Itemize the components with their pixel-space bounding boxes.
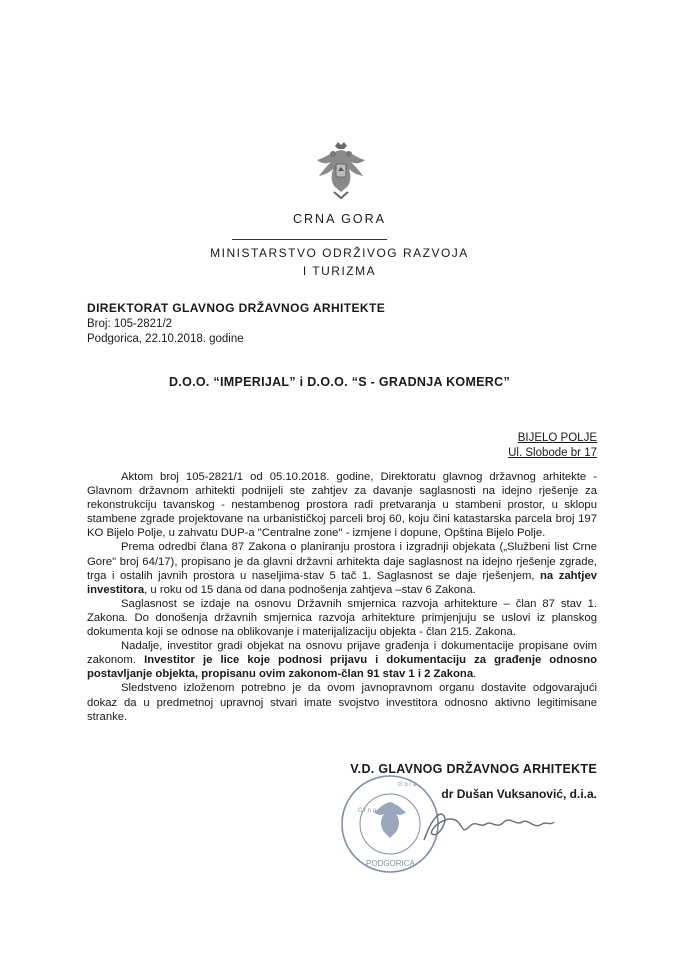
reference-number: Broj: 105-2821/2: [87, 318, 173, 330]
paragraph-4-emphasis: Investitor je lice koje podnosi prijavu i dokumentaciju za građenje odnosno postavljanje objekta, propisanu ovim zakonom-član 91 stav 1 i 2 Zakona: [87, 654, 597, 681]
paragraph-3: [87, 597, 597, 639]
paragraph-3-text: Saglasnost se izdaje na osnovu Državnih smjernica razvoja arhitekture – član 87 stav 1. Zakona. Do donošenja državnih smjernica razvoja arhitekture primjenjuju se uslovi iz planskog dokumenta koji se odnose na oblikovanje i materijalizaciju objekta - član 215. Zakona.: [87, 597, 597, 639]
department-name: DIREKTORAT GLAVNOG DRŽAVNOG ARHITEKTE: [87, 301, 386, 315]
paragraph-2-text: Prema odredbi člana 87 Zakona o planiranju prostora i izgradnji objekata („Službeni list Crne Gore" broj 64/17), propisano je da glavni državni arhitekta daje saglasnost na idejno rješenje zgrade, trga i ostalih javnih prostora u naseljima-stav 5 tač 1. Saglasnost se daje rješenjem,: [87, 541, 597, 582]
ministry-name: MINISTARSTVO ODRŽIVOG RAZVOJA: [210, 246, 469, 260]
paragraph-2: [87, 540, 597, 596]
paragraph-4: [87, 639, 597, 681]
handwritten-signature-icon: [418, 800, 558, 850]
paragraph-2-emphasis: na zahtjev investitora: [87, 569, 598, 596]
recipient-city: BIJELO POLJE: [517, 432, 597, 444]
recipient-street: Ul. Slobode br 17: [508, 447, 597, 459]
paragraph-2-text-end: , u roku od 15 dana od dana podnošenja zahtjeva –stav 6 Zakona.: [144, 583, 476, 596]
paragraph-5: [87, 681, 597, 723]
svg-text:C r n a: C r n a: [358, 808, 377, 814]
country-name: CRNA GORA: [292, 212, 386, 226]
svg-text:PODGORICA: PODGORICA: [366, 859, 415, 868]
recipient-name: D.O.O. “IMPERIJAL” i D.O.O. “S - GRADNJA KOMERC”: [168, 375, 511, 389]
paragraph-5-text: Sledstveno izloženom potrebno je da ovom javnopravnom organu dostavite odgovarajući dokaz da u predmetnoj upravnoj stvari imate svojstvo investitora odnosno aktivno legitimisane stranke.: [87, 682, 597, 723]
letter-body: [87, 470, 597, 724]
paragraph-4-text-end: .: [473, 668, 477, 681]
place-and-date: Podgorica, 22.10.2018. godine: [87, 333, 244, 345]
paragraph-1: [87, 470, 597, 540]
ministry-name-line2: I TURIZMA: [302, 264, 377, 278]
signatory-name: dr Dušan Vuksanović, d.i.a.: [441, 787, 597, 801]
paragraph-1-text: Aktom broj 105-2821/1 od 05.10.2018. godine, Direktoratu glavnog državnog arhitekte - Glavnom državnom arhitekti podnijeli ste zahtjev za davanje saglasnosti na idejno rješenje za rekonstrukciju tavanskog - nestambenog prostora radi pretvaranja u stambeni prostor, u sklopu stambene zgrade projektovane na urbanističkoj parceli broj 60, koju čini katastarska parcela broj 197 KO Bijelo Polje, u zahvatu DUP-a "Centralne zone" - izmjene i dopune, Opština Bijelo Polje.: [87, 471, 597, 540]
signatory-title: V.D. GLAVNOG DRŽAVNOG ARHITEKTE: [350, 762, 597, 776]
paragraph-4-text: Nadalje, investitor gradi objekat na osnovu prijave građenja i dokumentacije propisane ovim zakonom.: [87, 640, 597, 667]
svg-text:G o r a: G o r a: [398, 782, 417, 788]
coat-of-arms-icon: [313, 140, 369, 202]
header-divider: [232, 239, 387, 240]
